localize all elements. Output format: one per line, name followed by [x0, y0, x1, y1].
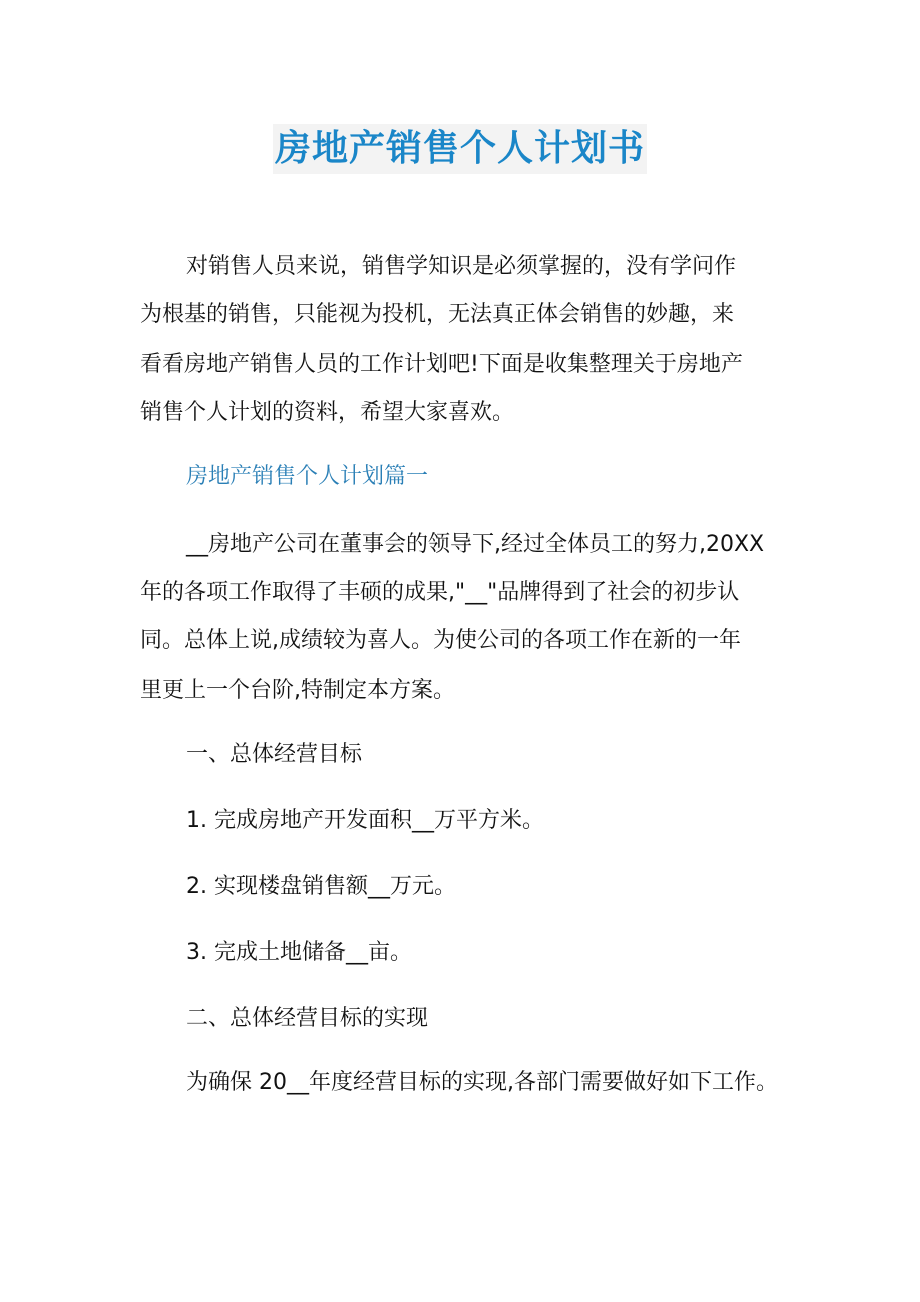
goal-item-2: [186, 872, 456, 902]
goal-number: 2.: [186, 874, 207, 899]
section-title: 房地产销售个人计划篇一: [186, 464, 429, 489]
intro-line-2: 为根基的销售，只能视为投机，无法真正体会销售的妙趣，来: [140, 302, 735, 327]
goal-text: 完成土地储备__亩。: [214, 940, 413, 965]
heading-goal-realization: 二、总体经营目标的实现: [186, 1006, 429, 1031]
intro-line-3: 看看房地产销售人员的工作计划吧!下面是收集整理关于房地产: [140, 352, 743, 377]
heading-overall-goals: 一、总体经营目标: [186, 742, 363, 767]
body-line-4: 里更上一个台阶,特制定本方案。: [140, 678, 455, 703]
closing-line: 为确保 20__年度经营目标的实现,各部门需要做好如下工作。: [186, 1070, 778, 1095]
intro-line-1: 对销售人员来说，销售学知识是必须掌握的，没有学问作: [186, 254, 737, 279]
goal-item-3: [186, 938, 412, 968]
goal-text: 实现楼盘销售额__万元。: [214, 874, 457, 899]
document-title: 房地产销售个人计划书: [273, 124, 647, 174]
body-line-3: 同。总体上说,成绩较为喜人。为使公司的各项工作在新的一年: [140, 628, 741, 653]
goal-item-1: [186, 806, 544, 836]
goal-number: 3.: [186, 940, 207, 965]
goal-text: 完成房地产开发面积__万平方米。: [214, 808, 545, 833]
goal-number: 1.: [186, 808, 207, 833]
body-line-1: __房地产公司在董事会的领导下,经过全体员工的努力,20XX: [186, 532, 765, 557]
title-wrapper: [0, 124, 920, 174]
intro-line-4: 销售个人计划的资料，希望大家喜欢。: [140, 400, 515, 425]
body-line-2: 年的各项工作取得了丰硕的成果,"__"品牌得到了社会的初步认: [140, 580, 740, 605]
